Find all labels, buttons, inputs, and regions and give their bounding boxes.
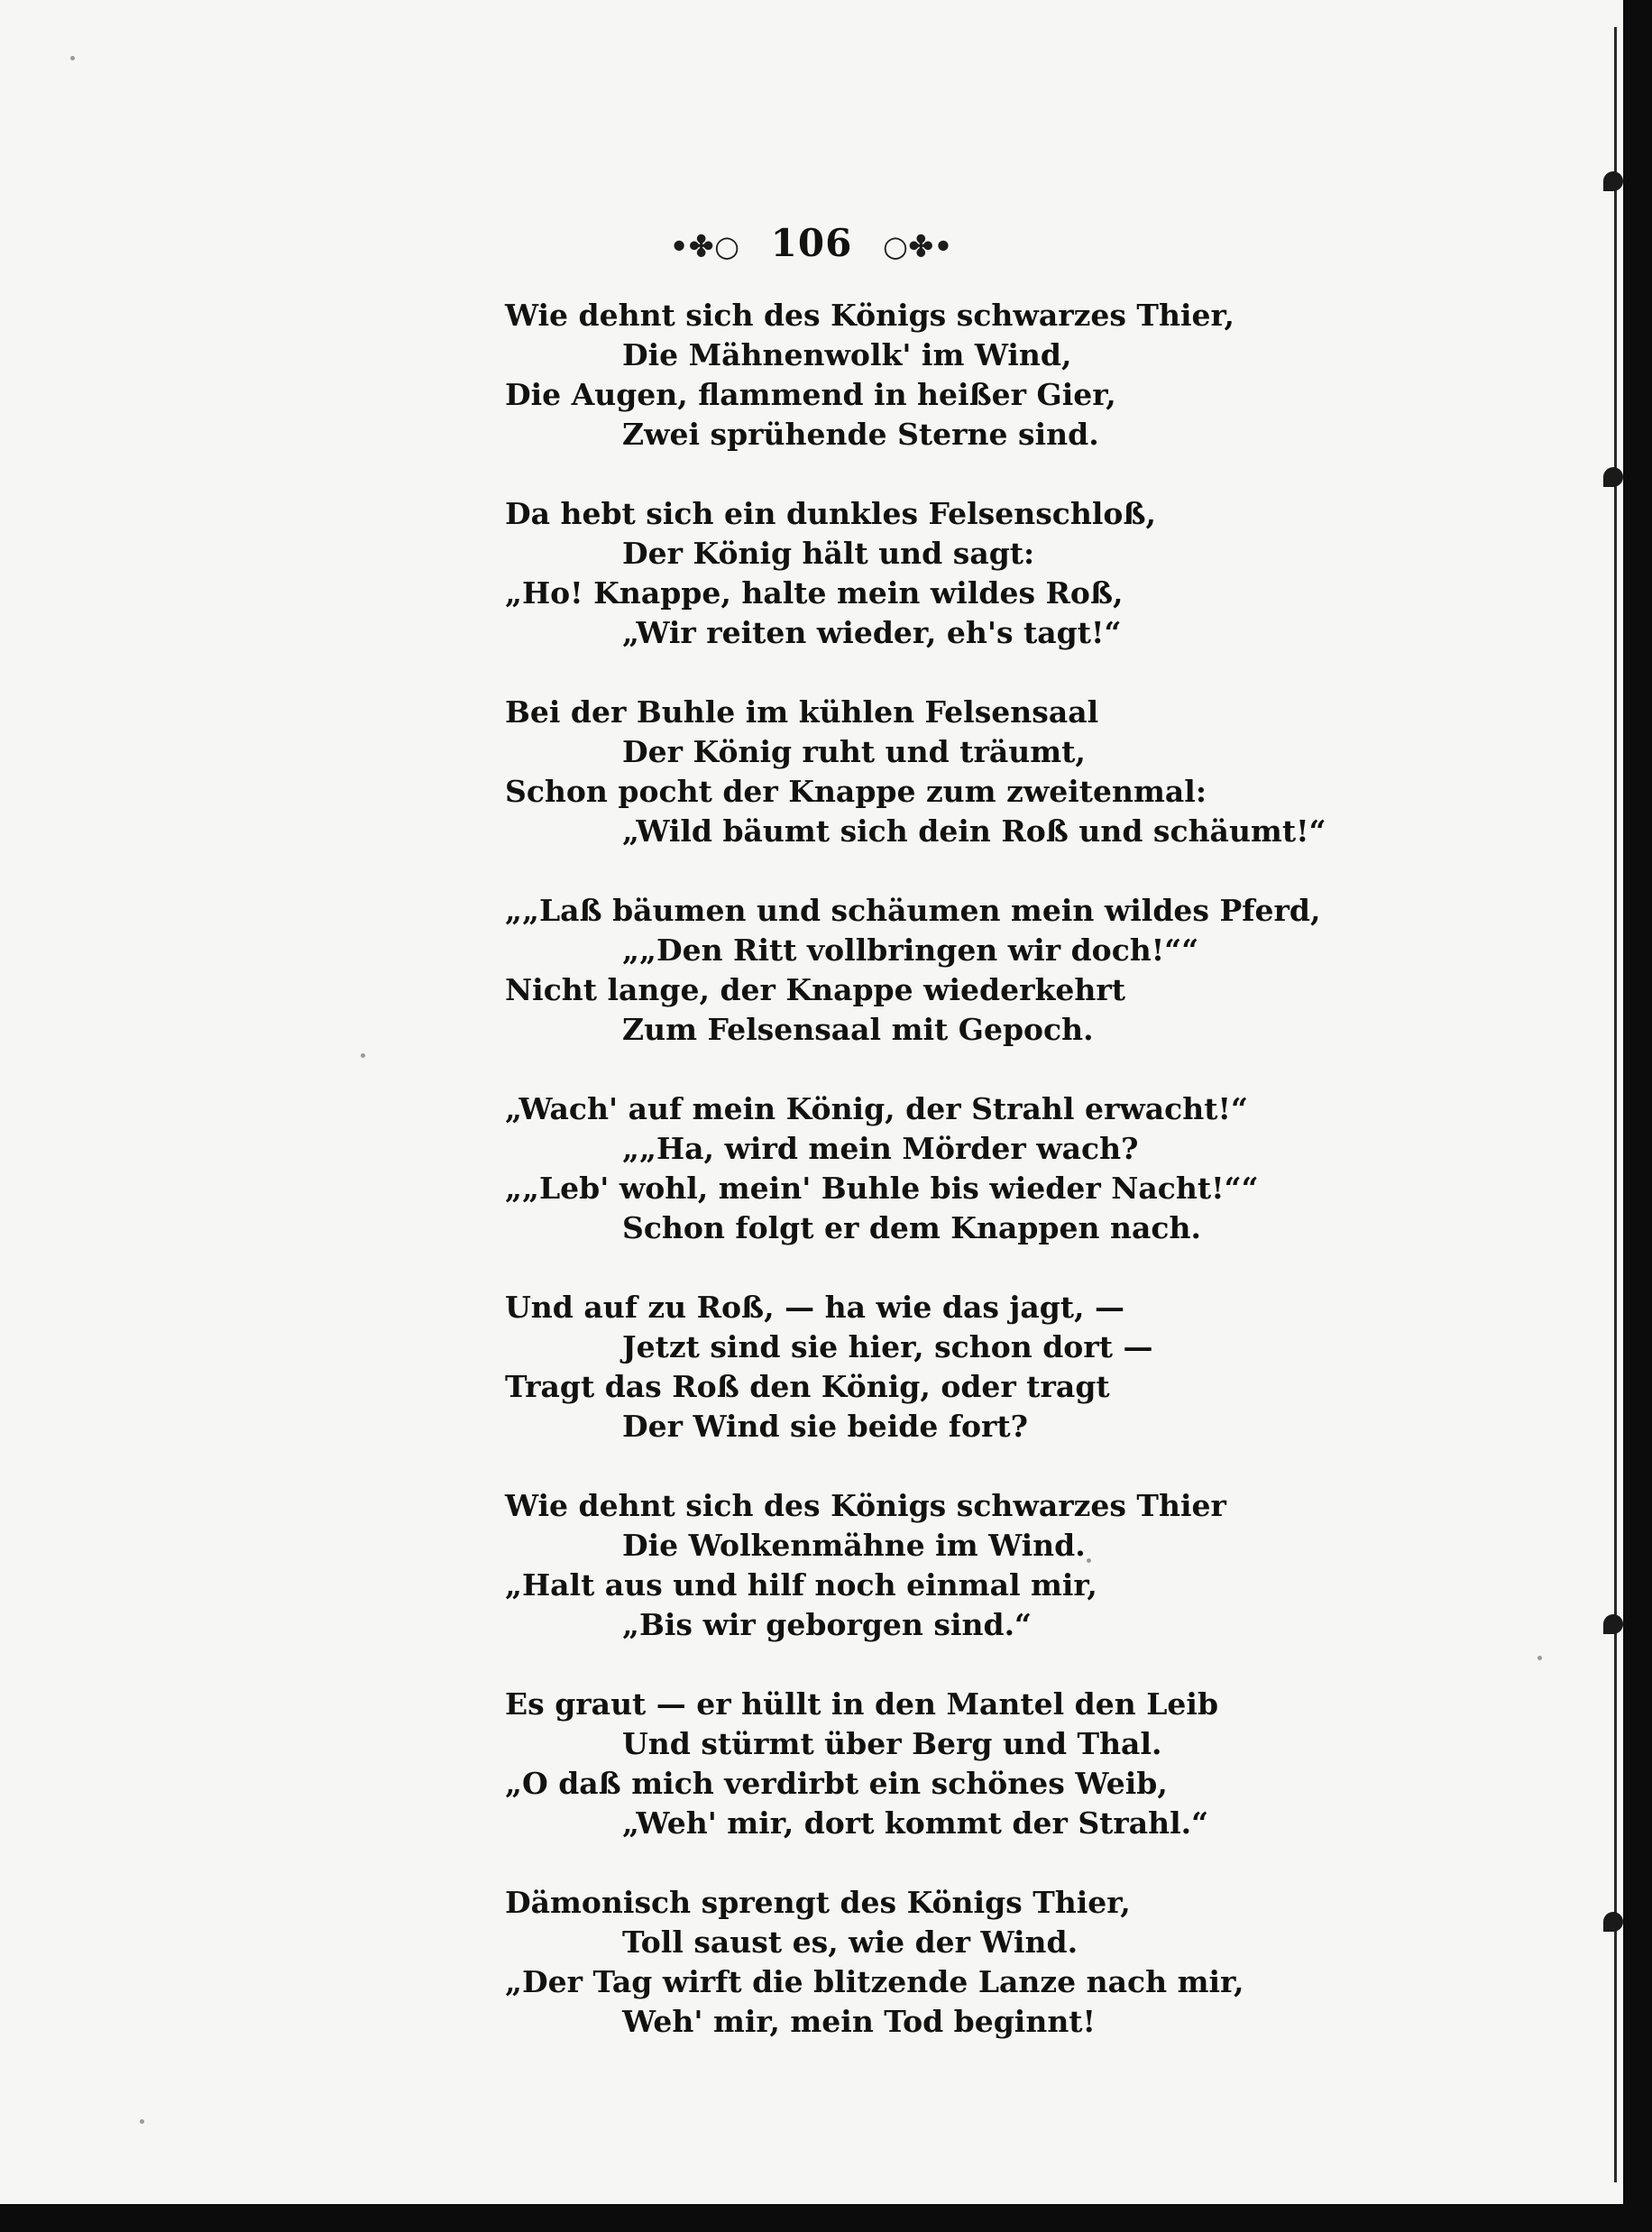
- poem-line: Zum Felsensaal mit Gepoch.: [622, 1012, 1094, 1047]
- poem-line: Es graut — er hüllt in den Mantel den Leib: [505, 1686, 1219, 1722]
- poem-line: „„Leb' wohl, mein' Buhle bis wieder Nacht!““: [505, 1171, 1259, 1206]
- poem-line: Dämonisch sprengt des Königs Thier,: [505, 1885, 1131, 1920]
- poem-line: Da hebt sich ein dunkles Felsenschloß,: [505, 496, 1157, 531]
- poem-line: Wie dehnt sich des Königs schwarzes Thier: [505, 1488, 1226, 1523]
- poem-line: Wie dehnt sich des Königs schwarzes Thier,: [505, 298, 1234, 333]
- stanza: [505, 1288, 1407, 1447]
- stanza: [505, 891, 1407, 1050]
- paper-speck: [1537, 1656, 1542, 1660]
- stanza: [505, 494, 1407, 653]
- poem-line: „Wir reiten wieder, eh's tagt!“: [622, 615, 1122, 650]
- poem-line: Jetzt sind sie hier, schon dort —: [622, 1329, 1153, 1364]
- poem-body: [505, 296, 1407, 2081]
- binding-mark: [1603, 1912, 1623, 1932]
- poem-line: „Ho! Knappe, halte mein wildes Roß,: [505, 575, 1124, 611]
- stanza: [505, 1685, 1407, 1843]
- poem-line: „Halt aus und hilf noch einmal mir,: [505, 1567, 1097, 1603]
- page-header: [0, 221, 1623, 265]
- paper-speck: [361, 1053, 365, 1058]
- stanza: [505, 1089, 1407, 1248]
- poem-line: Der König hält und sagt:: [622, 536, 1035, 571]
- poem-line: „„Laß bäumen und schäumen mein wildes Pferd,: [505, 893, 1321, 928]
- poem-line: „Weh' mir, dort kommt der Strahl.“: [622, 1805, 1209, 1841]
- binding-mark: [1603, 171, 1623, 191]
- poem-line: Bei der Buhle im kühlen Felsensaal: [505, 694, 1099, 730]
- binding-mark: [1603, 467, 1623, 487]
- stanza: [505, 1883, 1407, 2042]
- ornament-left-icon: •✤○: [669, 229, 741, 263]
- poem-line: Zwei sprühende Sterne sind.: [622, 417, 1099, 452]
- binding-mark: [1603, 1614, 1623, 1634]
- poem-line: Die Augen, flammend in heißer Gier,: [505, 377, 1116, 412]
- poem-line: „Wach' auf mein König, der Strahl erwacht!“: [505, 1091, 1248, 1126]
- poem-line: Und auf zu Roß, — ha wie das jagt, —: [505, 1290, 1125, 1325]
- page-edge-line: [1614, 27, 1617, 2182]
- paper-speck: [70, 56, 75, 60]
- poem-line: Nicht lange, der Knappe wiederkehrt: [505, 972, 1125, 1007]
- poem-line: Schon pocht der Knappe zum zweitenmal:: [505, 774, 1207, 809]
- poem-line: Die Mähnenwolk' im Wind,: [622, 337, 1072, 372]
- page-number: 106: [770, 221, 853, 265]
- stanza: [505, 296, 1407, 455]
- poem-line: „Bis wir geborgen sind.“: [622, 1607, 1032, 1642]
- paper-speck: [140, 2119, 144, 2124]
- poem-line: Der König ruht und träumt,: [622, 734, 1086, 769]
- ornament-right-icon: ○✤•: [882, 229, 954, 263]
- poem-line: „„Den Ritt vollbringen wir doch!““: [622, 932, 1199, 968]
- scan-border-bottom: [0, 2204, 1652, 2232]
- poem-line: Und stürmt über Berg und Thal.: [622, 1726, 1162, 1761]
- stanza: [505, 693, 1407, 851]
- poem-line: „O daß mich verdirbt ein schönes Weib,: [505, 1766, 1168, 1801]
- scan-border-right: [1623, 0, 1652, 2232]
- poem-line: Schon folgt er dem Knappen nach.: [622, 1210, 1201, 1245]
- poem-line: „Wild bäumt sich dein Roß und schäumt!“: [622, 813, 1326, 849]
- poem-line: Toll saust es, wie der Wind.: [622, 1924, 1078, 1960]
- poem-line: „„Ha, wird mein Mörder wach?: [622, 1131, 1139, 1166]
- poem-line: Weh' mir, mein Tod beginnt!: [622, 2004, 1097, 2039]
- stanza: [505, 1486, 1407, 1645]
- poem-line: „Der Tag wirft die blitzende Lanze nach mir,: [505, 1964, 1244, 1999]
- poem-line: Der Wind sie beide fort?: [622, 1409, 1028, 1444]
- poem-line: Tragt das Roß den König, oder tragt: [505, 1369, 1110, 1404]
- poem-line: Die Wolkenmähne im Wind.: [622, 1528, 1086, 1563]
